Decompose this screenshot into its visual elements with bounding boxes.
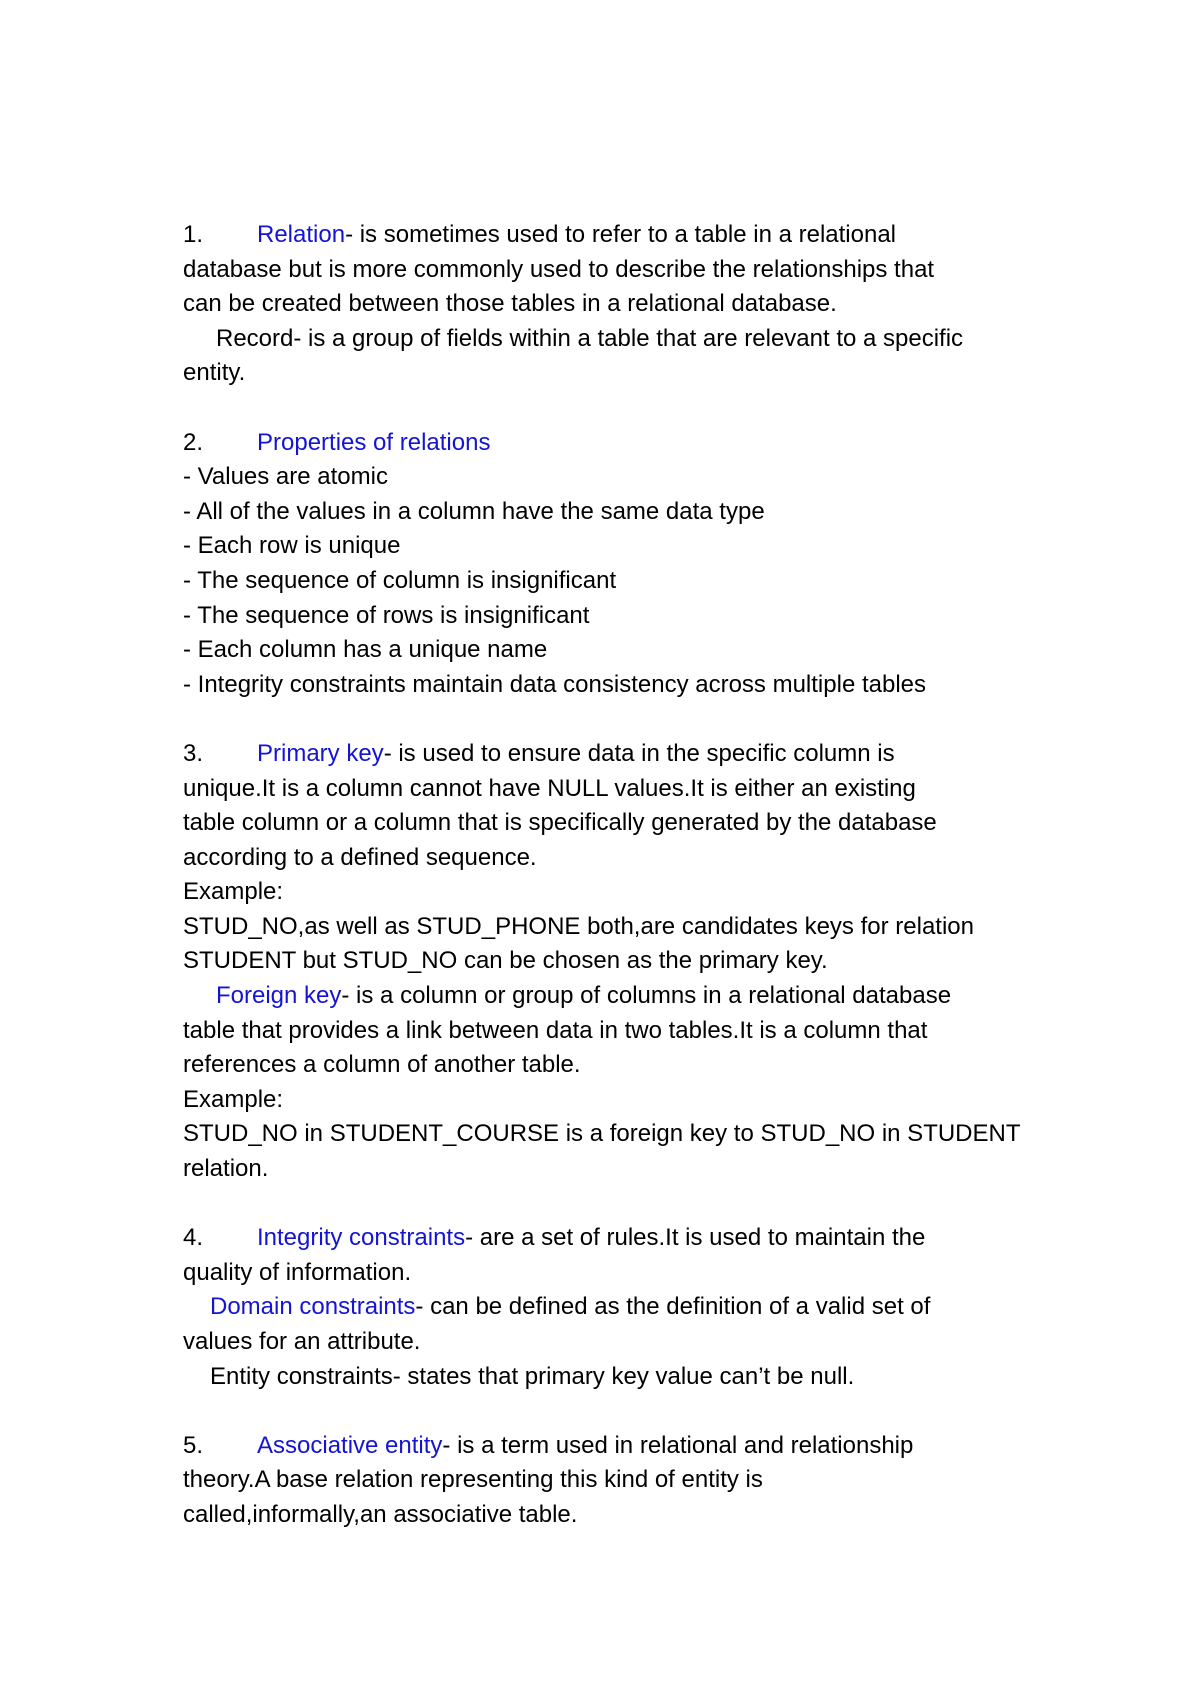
- section-3-line-4: according to a defined sequence.: [183, 843, 537, 871]
- section-3-text: - is used to ensure data in the specific column is: [383, 739, 895, 767]
- spacer: [183, 702, 1083, 737]
- foreign-key-example-line-2: relation.: [183, 1155, 269, 1183]
- section-3-line-3: table column or a column that is specifically generated by the database: [183, 809, 937, 837]
- section-1-line-3: can be created between those tables in a relational database.: [183, 290, 837, 318]
- foreign-key-heading-line: [183, 979, 1083, 1014]
- spacer: [183, 1394, 1083, 1429]
- example-label: Example:: [183, 878, 284, 906]
- spacer: [183, 391, 1083, 426]
- term-relation: Relation: [257, 221, 346, 248]
- record-definition-line-2: entity.: [183, 359, 246, 387]
- section-5-line-2: theory.A base relation representing this kind of entity is: [183, 1466, 763, 1494]
- property-item: - Each row is unique: [183, 532, 401, 560]
- document-body: [183, 218, 1083, 1533]
- foreign-key-line-2: table that provides a link between data in two tables.It is a column that: [183, 1016, 928, 1044]
- primary-key-example-line-1: STUD_NO,as well as STUD_PHONE both,are candidates keys for relation: [183, 912, 974, 940]
- property-item: - Each column has a unique name: [183, 636, 548, 664]
- section-5-line-3: called,informally,an associative table.: [183, 1500, 578, 1528]
- section-4-line-2: quality of information.: [183, 1258, 412, 1286]
- property-item: - The sequence of column is insignificant: [183, 566, 617, 594]
- property-item: - Values are atomic: [183, 463, 388, 491]
- domain-constraints-line-2: values for an attribute.: [183, 1328, 421, 1355]
- section-3-heading-line: [183, 737, 1083, 772]
- section-1-line-2: database but is more commonly used to describe the relationships that: [183, 255, 935, 283]
- entity-constraints-line: Entity constraints- states that primary key value can’t be null.: [210, 1362, 855, 1390]
- term-integrity-constraints: Integrity constraints: [257, 1224, 466, 1252]
- section-3-number: 3.: [183, 739, 204, 767]
- term-foreign-key: Foreign key: [216, 982, 342, 1010]
- example-label: Example:: [183, 1085, 284, 1113]
- foreign-key-text: - is a column or group of columns in a relational database: [341, 982, 952, 1010]
- domain-constraints-line: [183, 1290, 1083, 1325]
- section-1-number: 1.: [183, 221, 204, 248]
- term-domain-constraints: Domain constraints: [210, 1293, 416, 1321]
- foreign-key-line-3: references a column of another table.: [183, 1051, 581, 1079]
- section-4-text: - are a set of rules.It is used to maintain the: [465, 1224, 926, 1252]
- foreign-key-example-line-1: STUD_NO in STUDENT_COURSE is a foreign key to STUD_NO in STUDENT: [183, 1120, 1021, 1148]
- section-2-number: 2.: [183, 428, 204, 456]
- section-1-heading-line: [183, 218, 1083, 253]
- term-properties-of-relations: Properties of relations: [257, 428, 491, 456]
- primary-key-example-line-2: STUDENT but STUD_NO can be chosen as the primary key.: [183, 947, 828, 975]
- section-5-text: - is a term used in relational and relationship: [442, 1431, 914, 1459]
- property-item: - Integrity constraints maintain data consistency across multiple tables: [183, 670, 927, 698]
- section-4-number: 4.: [183, 1224, 204, 1252]
- section-5-number: 5.: [183, 1431, 204, 1459]
- property-item: - The sequence of rows is insignificant: [183, 601, 590, 629]
- section-1-text: - is sometimes used to refer to a table in a relational: [345, 221, 896, 248]
- term-primary-key: Primary key: [257, 739, 384, 767]
- section-5-heading-line: [183, 1429, 1083, 1464]
- domain-constraints-text: - can be defined as the definition of a valid set of: [415, 1293, 931, 1321]
- section-3-line-2: unique.It is a column cannot have NULL values.It is either an existing: [183, 774, 916, 802]
- spacer: [183, 1187, 1083, 1222]
- term-associative-entity: Associative entity: [257, 1431, 443, 1459]
- property-item: - All of the values in a column have the same data type: [183, 497, 765, 525]
- section-2-heading-line: [183, 426, 1083, 461]
- section-4-heading-line: [183, 1221, 1083, 1256]
- record-definition-line: Record- is a group of fields within a table that are relevant to a specific: [216, 324, 964, 352]
